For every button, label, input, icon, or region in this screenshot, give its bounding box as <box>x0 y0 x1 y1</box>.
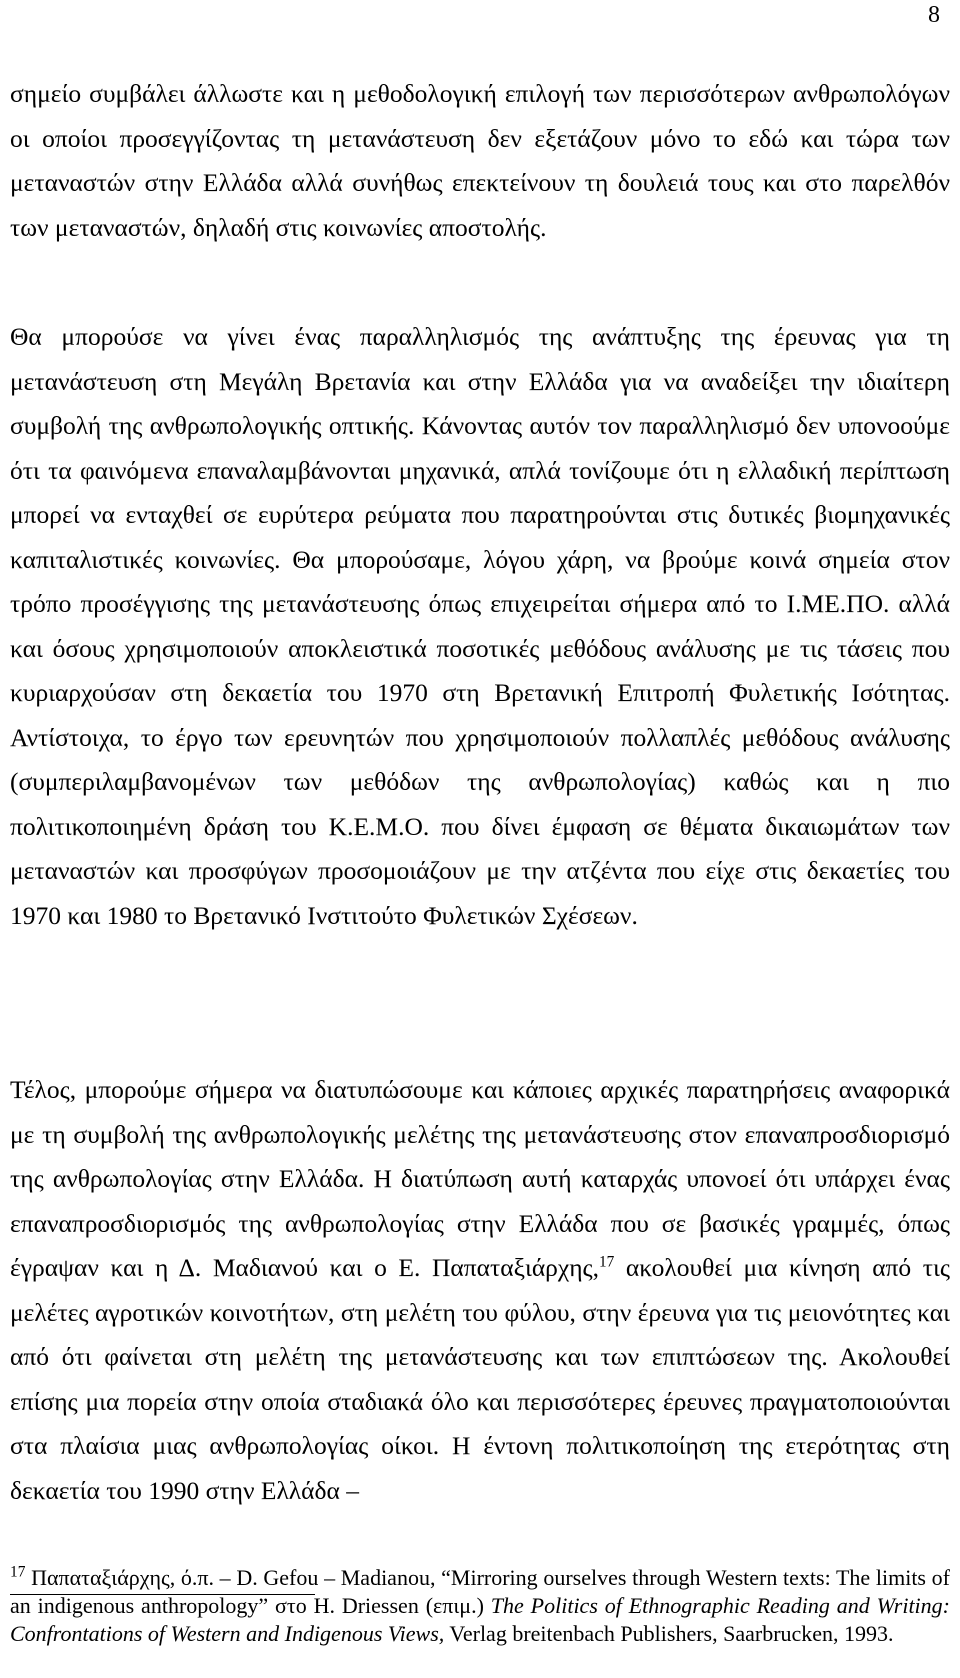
footnote-text-b: Verlag breitenbach Publishers, Saarbrucken, 1993. <box>444 1621 894 1646</box>
paragraph-3-text-end: ακολουθεί μια κίνηση από τις μελέτες αγροτικών κοινοτήτων, στη μελέτη του φύλου, στην έρευνα για τις μειονότητες και από ότι φαίνεται στη μελέτη της μετανάστευσης και των επιπτώσεων της. Ακολουθεί επίσης μια πορεία στην οποία σταδιακά όλο και περισσότερες έρευνες πραγματοποιούνται στα πλαίσια μιας ανθρωπολογίας οίκοι. Η έντονη πολιτικοποίηση της ετερότητας στη δεκαετία του 1990 στην Ελλάδα – <box>10 1253 950 1505</box>
paragraph-2: Θα μπορούσε να γίνει ένας παραλληλισμός της ανάπτυξης της έρευνας για τη μετανάστευση στη Μεγάλη Βρετανία και στην Ελλάδα για να αναδείξει την ιδιαίτερη συμβολή της ανθρωπολογικής οπτικής. Κάνοντας αυτόν τον παραλληλισμό δεν υπονοούμε ότι τα φαινόμενα επαναλαμβάνονται μηχανικά, απλά τονίζουμε ότι η ελλαδική περίπτωση μπορεί να ενταχθεί σε ευρύτερα ρεύματα που παρατηρούνται στις δυτικές βιομηχανικές καπιταλιστικές κοινωνίες. Θα μπορούσαμε, λόγου χάρη, να βρούμε κοινά σημεία στον τρόπο προσέγγισης της μετανάστευσης όπως επιχειρείται σήμερα από το Ι.ΜΕ.ΠΟ. αλλά και όσους χρησιμοποιούν αποκλειστικά ποσοτικές μεθόδους ανάλυσης με τις τάσεις που κυριαρχούσαν στη δεκαετία του 1970 στη Βρετανική Επιτροπή Φυλετικής Ισότητας. Αντίστοιχα, το έργο των ερευνητών που χρησιμοποιούν πολλαπλές μεθόδους ανάλυσης (συμπεριλαμβανομένων των μεθόδων της ανθρωπολογίας) καθώς και η πιο πολιτικοποιημένη δράση του Κ.Ε.Μ.Ο. που δίνει έμφαση σε θέματα δικαιωμάτων των μεταναστών και προσφύγων προσομοιάζουν με την ατζέντα που είχε στις δεκαετίες του 1970 και 1980 το Βρετανικό Ινστιτούτο Φυλετικών Σχέσεων. <box>10 322 950 930</box>
footnote <box>10 1564 950 1648</box>
footnote-text-a: Παπαταξιάρχης, ό.π. – D. Gefou – Madianou, “Mirroring ourselves through Western texts: The limits of an indigenous anthropology” στο H. Driessen (επιμ.) <box>10 1565 950 1618</box>
footnote-book-title: The Politics of Ethnographic Reading and Writing: Confrontations of Western and Indigenous Views, <box>10 1593 951 1646</box>
paragraph-3 <box>10 1068 950 1513</box>
page-number: 8 <box>928 2 940 28</box>
footnote-number: 17 <box>10 1563 26 1581</box>
paragraph-3-text-start: Τέλος, μπορούμε σήμερα να διατυπώσουμε και κάποιες αρχικές παρατηρήσεις αναφορικά με τη συμβολή της ανθρωπολογικής μελέτης της μετανάστευσης στον επαναπροσδιορισμό της ανθρωπολογίας στην Ελλάδα. Η διατύπωση αυτή καταρχάς υπονοεί ότι υπάρχει ένας επαναπροσδιορισμός της ανθρωπολογίας στην Ελλάδα που σε βασικές γραμμές, όπως έγραψαν και η Δ. Μαδιανού και ο Ε. Παπαταξιάρχης, <box>10 1075 950 1282</box>
footnote-reference[interactable]: 17 <box>599 1253 615 1271</box>
paragraph-1: σημείο συμβάλει άλλωστε και η μεθοδολογική επιλογή των περισσότερων ανθρωπολόγων οι οποίοι προσεγγίζοντας τη μετανάστευση δεν εξετάζουν μόνο το εδώ και τώρα των μεταναστών στην Ελλάδα αλλά συνήθως επεκτείνουν τη δουλειά τους και στο παρελθόν των μεταναστών, δηλαδή στις κοινωνίες αποστολής. <box>10 79 950 242</box>
